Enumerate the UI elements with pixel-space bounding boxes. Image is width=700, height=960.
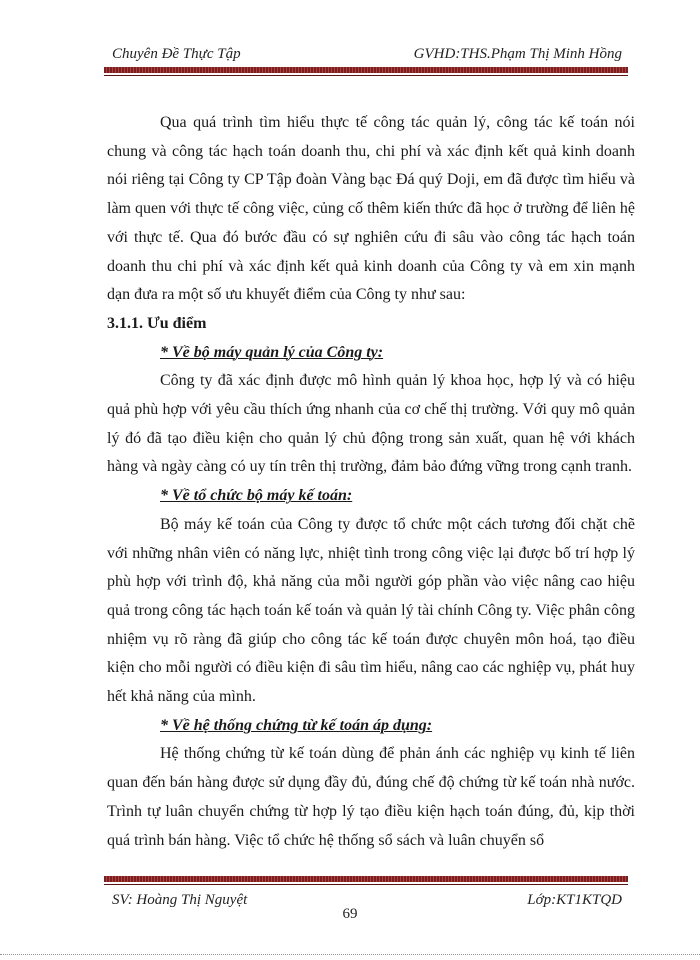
- footer-left: SV: Hoàng Thị Nguyệt: [112, 892, 248, 908]
- item-paragraph: Công ty đã xác định được mô hình quản lý khoa học, hợp lý và có hiệu quả phù hợp với yêu cầu thích ứng nhanh của cơ chế thị trường. Với quy mô quản lý đó đã tạo điều kiện cho quản lý chủ động trong sản xuất, quan hệ với khách hàng và ngày càng có uy tín trên thị trường, đảm bảo đứng vững trong cạnh tranh.: [107, 372, 635, 476]
- item-title: * Về tổ chức bộ máy kế toán:: [160, 487, 353, 505]
- page-header: [112, 46, 622, 63]
- header-decorative-rule: [104, 67, 628, 73]
- subsection-heading: 3.1.1. Ưu điểm: [107, 314, 207, 332]
- header-thin-rule: [104, 75, 628, 76]
- item-title: * Về bộ máy quản lý của Công ty:: [160, 343, 384, 361]
- page-number: 69: [342, 906, 358, 922]
- footer-right: Lớp:KT1KTQD: [527, 892, 622, 908]
- footer-thin-rule: [104, 884, 628, 885]
- footer-decorative-rule: [104, 876, 628, 882]
- page-edge-divider: [0, 954, 700, 956]
- document-body: [107, 109, 635, 855]
- item-title: * Về hệ thống chứng từ kế toán áp dụng:: [160, 716, 433, 734]
- item-paragraph: Bộ máy kế toán của Công ty được tổ chức một cách tương đối chặt chẽ với những nhân viên có năng lực, nhiệt tình trong công việc lại được bố trí hợp lý phù hợp với trình độ, khả năng của mỗi người góp phần vào việc nâng cao hiệu quả trong công tác hạch toán kế toán và quản lý tài chính Công ty. Việc phân công nhiệm vụ rõ ràng đã giúp cho công tác kế toán được chuyên môn hoá, tạo điều kiện cho mỗi người có điều kiện đi sâu tìm hiểu, nâng cao các nghiệp vụ, phát huy hết khả năng của mình.: [107, 515, 635, 706]
- item-paragraph: Hệ thống chứng từ kế toán dùng để phản ánh các nghiệp vụ kinh tế liên quan đến bán hàng được sử dụng đầy đủ, đúng chế độ chứng từ kế toán nhà nước. Trình tự luân chuyển chứng từ hợp lý tạo điều kiện hạch toán đúng, đủ, kịp thời quá trình bán hàng. Việc tổ chức hệ thống sổ sách và luân chuyển sổ: [107, 745, 635, 849]
- intro-paragraph: Qua quá trình tìm hiểu thực tế công tác quản lý, công tác kế toán nói chung và công tác hạch toán doanh thu, chi phí và xác định kết quả kinh doanh nói riêng tại Công ty CP Tập đoàn Vàng bạc Đá quý Doji, em đã được tìm hiểu và làm quen với thực tế công việc, củng cố thêm kiến thức đã học ở trường để liên hệ với thực tế. Qua đó bước đầu có sự nghiên cứu đi sâu vào công tác hạch toán doanh thu chi phí và xác định kết quả kinh doanh của Công ty và em xin mạnh dạn đưa ra một số ưu khuyết điểm của Công ty như sau:: [107, 114, 635, 304]
- header-right: GVHD:THS.Phạm Thị Minh Hồng: [413, 46, 622, 62]
- header-left: Chuyên Đề Thực Tập: [112, 46, 241, 62]
